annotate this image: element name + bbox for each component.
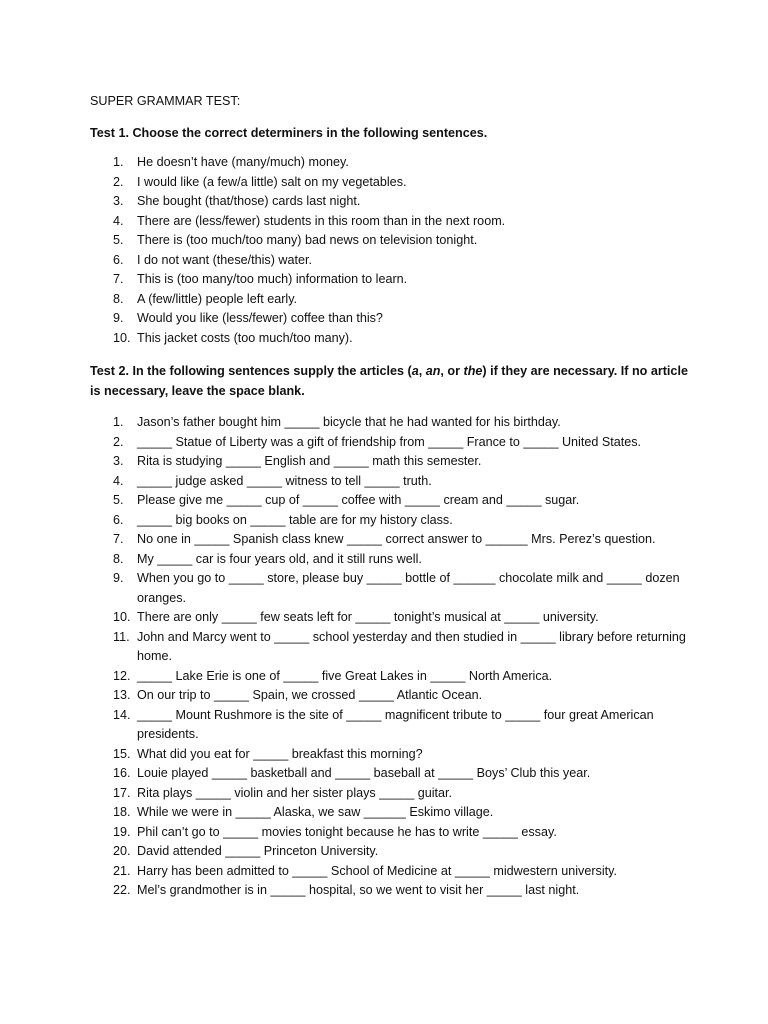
item-number: 8. bbox=[113, 291, 124, 306]
list-item bbox=[90, 433, 690, 453]
test2-heading-the: the bbox=[463, 364, 483, 378]
list-item bbox=[90, 745, 690, 765]
item-number: 13. bbox=[113, 688, 131, 702]
item-number: 19. bbox=[113, 824, 131, 839]
item-text: Jason’s father bought him _____ bicycle that he had wanted for his birthday. bbox=[137, 415, 561, 429]
item-number: 8. bbox=[113, 551, 124, 566]
item-text: Louie played _____ basketball and _____ baseball at _____ Boys’ Club this year. bbox=[137, 766, 591, 780]
item-number: 10. bbox=[113, 330, 131, 345]
item-text: _____ judge asked _____ witness to tell _____ truth. bbox=[137, 473, 432, 488]
item-number: 9. bbox=[113, 311, 124, 325]
test2-heading bbox=[90, 362, 690, 401]
list-item bbox=[90, 764, 690, 784]
list-item bbox=[90, 628, 690, 667]
item-text: There is (too much/too many) bad news on television tonight. bbox=[137, 233, 478, 247]
item-text: David attended _____ Princeton University. bbox=[137, 844, 379, 858]
list-item bbox=[90, 686, 690, 706]
item-text: Rita plays _____ violin and her sister plays _____ guitar. bbox=[137, 785, 453, 800]
list-item bbox=[90, 290, 690, 310]
test2-heading-a: a bbox=[411, 364, 419, 378]
list-item bbox=[90, 803, 690, 823]
item-number: 21. bbox=[113, 863, 131, 878]
list-item bbox=[90, 784, 690, 804]
list-item bbox=[90, 842, 690, 862]
item-number: 14. bbox=[113, 707, 131, 722]
list-item bbox=[90, 413, 690, 433]
item-number: 3. bbox=[113, 194, 124, 208]
item-text: Would you like (less/fewer) coffee than this? bbox=[137, 311, 383, 325]
item-text: This is (too many/too much) information to learn. bbox=[137, 272, 408, 286]
item-text: She bought (that/those) cards last night. bbox=[137, 194, 361, 208]
item-text: I would like (a few/a little) salt on my vegetables. bbox=[137, 174, 407, 189]
item-text: _____ Lake Erie is one of _____ five Great Lakes in _____ North America. bbox=[137, 668, 553, 683]
item-text: _____ Mount Rushmore is the site of _____ magnificent tribute to _____ four great American presidents. bbox=[137, 707, 654, 741]
list-item bbox=[90, 452, 690, 472]
list-item bbox=[90, 231, 690, 251]
item-text: While we were in _____ Alaska, we saw ______ Eskimo village. bbox=[137, 805, 494, 819]
item-number: 5. bbox=[113, 233, 124, 247]
item-number: 2. bbox=[113, 174, 124, 189]
test2-heading-an: an bbox=[425, 364, 441, 378]
item-text: Phil can’t go to _____ movies tonight because he has to write _____ essay. bbox=[137, 824, 557, 839]
item-number: 1. bbox=[113, 155, 124, 169]
list-item bbox=[90, 270, 690, 290]
item-text: Mel’s grandmother is in _____ hospital, so we went to visit her _____ last night. bbox=[137, 883, 580, 897]
item-number: 7. bbox=[113, 532, 124, 546]
item-text: I do not want (these/this) water. bbox=[137, 252, 313, 267]
item-text: No one in _____ Spanish class knew _____ correct answer to ______ Mrs. Perez’s question. bbox=[137, 532, 656, 546]
item-text: Harry has been admitted to _____ School of Medicine at _____ midwestern university. bbox=[137, 863, 617, 878]
item-text: When you go to _____ store, please buy _____ bottle of ______ chocolate milk and _____ dozen oranges. bbox=[137, 571, 680, 605]
test2-heading-sep1: , bbox=[418, 364, 426, 378]
item-number: 5. bbox=[113, 493, 124, 507]
item-text: My _____ car is four years old, and it still runs well. bbox=[137, 551, 422, 566]
item-number: 6. bbox=[113, 512, 124, 527]
item-text: There are only _____ few seats left for _____ tonight’s musical at _____ university. bbox=[137, 610, 599, 624]
list-item bbox=[90, 608, 690, 628]
item-number: 7. bbox=[113, 272, 124, 286]
document-title: SUPER GRAMMAR TEST: bbox=[90, 94, 241, 108]
item-text: He doesn’t have (many/much) money. bbox=[137, 155, 349, 169]
list-item bbox=[90, 530, 690, 550]
item-text: What did you eat for _____ breakfast this morning? bbox=[137, 746, 423, 761]
item-text: _____ big books on _____ table are for my history class. bbox=[137, 512, 453, 527]
list-item bbox=[90, 192, 690, 212]
item-number: 2. bbox=[113, 434, 124, 449]
list-item bbox=[90, 706, 690, 745]
test1-heading: Test 1. Choose the correct determiners in the following sentences. bbox=[90, 125, 488, 140]
list-item bbox=[90, 212, 690, 232]
list-item bbox=[90, 881, 690, 901]
item-text: Rita is studying _____ English and _____ math this semester. bbox=[137, 454, 482, 468]
item-number: 15. bbox=[113, 746, 131, 761]
item-text: There are (less/fewer) students in this room than in the next room. bbox=[137, 213, 506, 228]
item-number: 20. bbox=[113, 844, 131, 858]
list-item bbox=[90, 550, 690, 570]
item-text: On our trip to _____ Spain, we crossed _____ Atlantic Ocean. bbox=[137, 688, 483, 702]
list-item bbox=[90, 862, 690, 882]
test2-heading-post: ) if they are necessary. If no article is necessary, leave the space blank. bbox=[90, 364, 688, 398]
list-item bbox=[90, 472, 690, 492]
item-number: 11. bbox=[113, 629, 130, 644]
item-number: 10. bbox=[113, 610, 131, 624]
list-item bbox=[90, 511, 690, 531]
item-text: Please give me _____ cup of _____ coffee with _____ cream and _____ sugar. bbox=[137, 493, 580, 507]
list-item bbox=[90, 569, 690, 608]
item-number: 18. bbox=[113, 805, 131, 819]
document-page bbox=[90, 92, 690, 901]
test1-list bbox=[90, 153, 690, 348]
test2-heading-sep2: , or bbox=[440, 364, 464, 378]
item-number: 4. bbox=[113, 473, 124, 488]
item-text: This jacket costs (too much/too many). bbox=[137, 330, 353, 345]
list-item bbox=[90, 667, 690, 687]
item-number: 16. bbox=[113, 766, 131, 780]
item-number: 3. bbox=[113, 454, 124, 468]
item-number: 12. bbox=[113, 668, 131, 683]
item-text: A (few/little) people left early. bbox=[137, 291, 298, 306]
item-number: 6. bbox=[113, 252, 124, 267]
list-item bbox=[90, 309, 690, 329]
item-text: _____ Statue of Liberty was a gift of friendship from _____ France to _____ United States. bbox=[137, 434, 642, 449]
list-item bbox=[90, 173, 690, 193]
test2-heading-pre: Test 2. In the following sentences supply the articles ( bbox=[90, 364, 412, 378]
list-item bbox=[90, 823, 690, 843]
item-number: 1. bbox=[113, 415, 124, 429]
item-text: John and Marcy went to _____ school yesterday and then studied in _____ library before returning home. bbox=[137, 629, 686, 663]
item-number: 22. bbox=[113, 883, 131, 897]
list-item bbox=[90, 491, 690, 511]
item-number: 4. bbox=[113, 213, 124, 228]
test2-list bbox=[90, 413, 690, 901]
list-item bbox=[90, 153, 690, 173]
item-number: 17. bbox=[113, 785, 131, 800]
item-number: 9. bbox=[113, 571, 124, 585]
list-item bbox=[90, 329, 690, 349]
list-item bbox=[90, 251, 690, 271]
